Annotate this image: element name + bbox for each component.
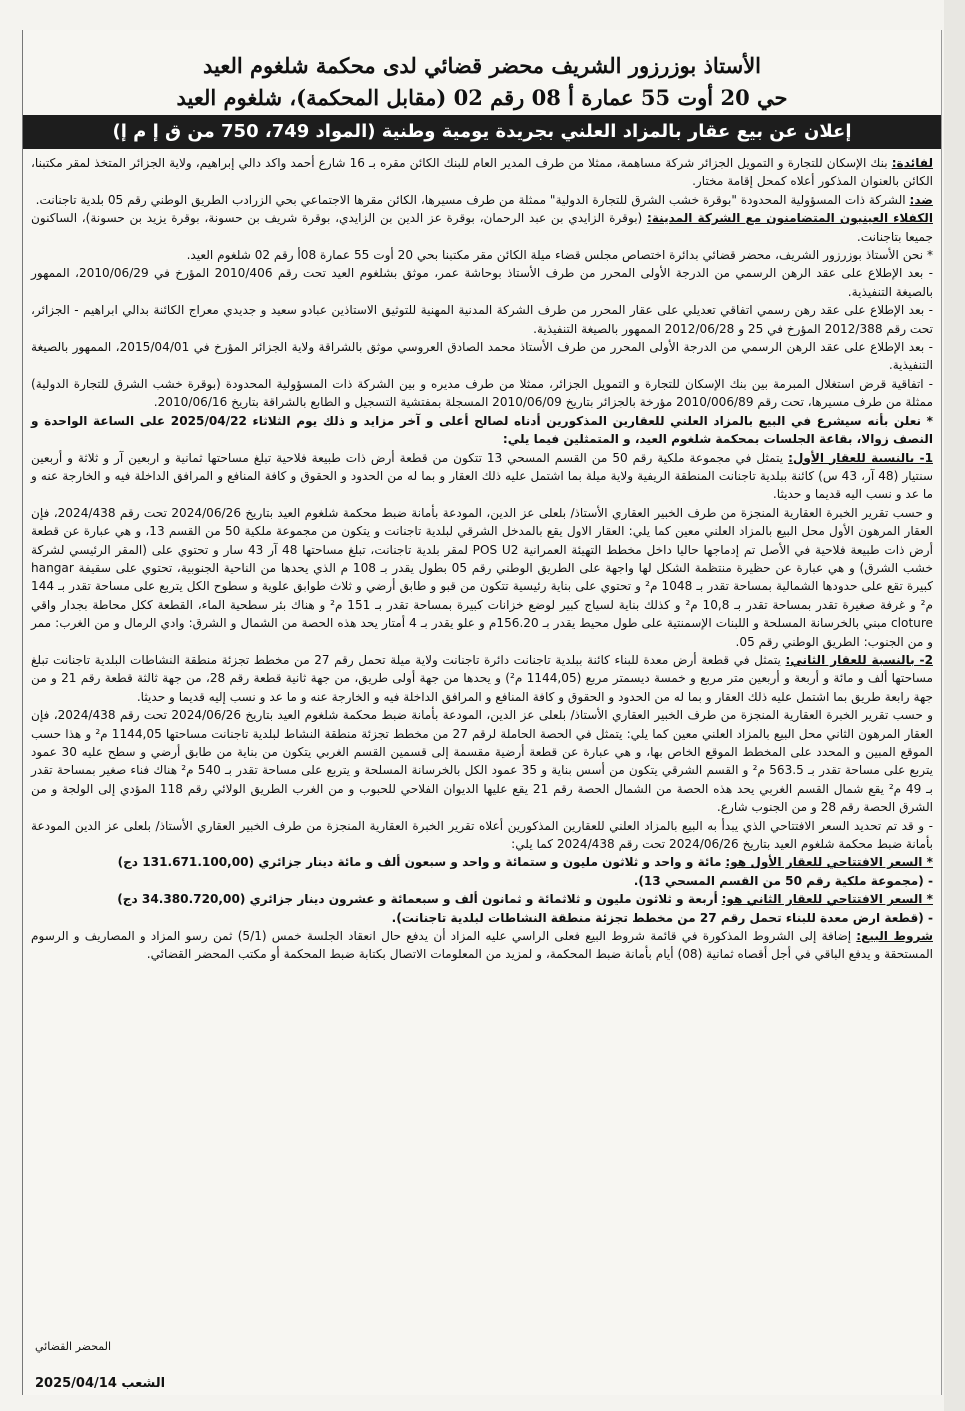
bailiff-name-line: الأستاذ بوزرزور الشريف محضر قضائي لدى محكمة شلغوم العيد <box>202 53 762 78</box>
price-1-note: - (مجموعة ملكية رقم 50 من القسم المسحي 13). <box>633 873 933 888</box>
signature-line: المحضر القضائي <box>35 1340 112 1353</box>
property-1-label: 1- بالنسبة للعقار الأول: <box>788 450 933 465</box>
beneficiary-paragraph <box>31 154 933 191</box>
notice-title-banner: إعلان عن بيع عقار بالمزاد العلني بجريدة يومية وطنية (المواد 749، 750 من ق إ م إ) <box>23 115 941 149</box>
defendant-paragraph <box>31 191 933 209</box>
sale-conditions-text: إضافة إلى الشروط المذكورة في قائمة شروط البيع فعلى الراسي عليه المزاد أن يدفع حال انعقاد الجلسة خمس (5/1) ثمن رسو المزاد و المصاريف و الرسوم المستحقة و يدفع الباقي في أجل أقصاه ثمانية (08) أيام بأمانة ضبط المحكمة، و لمزيد من المعلومات الاتصال بكتابة ضبط المحكمة أو مكتب المحضر القضائي. <box>31 929 933 962</box>
legal-notice <box>22 30 942 1395</box>
notice-header <box>23 50 941 114</box>
price-2-text: أربعة و ثلاثون مليون و ثلاثمائة و ثمانون ألف و سبعمائة و عشرون دينار جزائري (34.380.720,00 دج) <box>117 892 718 907</box>
bailiff-statement: * نحن الأستاذ بوزرزور الشريف، محضر قضائي بدائرة اختصاص مجلس قضاء ميلة الكائن مقر مكتبنا بحي 20 أوت 55 عمارة 08أ رقم 02 شلغوم العيد. <box>186 248 933 263</box>
notice-body <box>31 154 933 964</box>
beneficiary-label: لفائدة: <box>891 156 934 170</box>
mortgage-deed-3: - بعد الإطلاع على عقد الرهن الرسمي من الدرجة الأولى المحرر من طرف الأستاذ محمد الصادق العروسي موثق بالشراقة ولاية الجزائر المؤرخ في 2015/04/01، الممهور بالصيغة التنفيذية. <box>31 340 933 373</box>
mortgage-deed-1: - بعد الإطلاع على عقد الرهن الرسمي من الدرجة الأولى المحرر من طرف الأستاذ بوحاشة عمر، موثق بشلغوم العيد تحت رقم 2010/406 المؤرخ في 2010/06/29، الممهور بالصيغة التنفيذية. <box>31 266 933 299</box>
adjacent-column-edge <box>944 0 965 1411</box>
price-1-label: * السعر الافتتاحي للعقار الأول هو: <box>725 855 933 870</box>
guarantors-paragraph <box>31 209 933 246</box>
property-1-expertise: و حسب تقرير الخبرة العقارية المنجزة من طرف الخبير العقاري الأستاذ/ بلعلى عز الدين، المودعة بأمانة ضبط محكمة شلغوم العيد بتاريخ 2024/06/26 تحت رقم 2024/438، فإن العقار المرهون الأول محل البيع بالمزاد العلني معين كما يلي: العقار الاول يقع بالمدخل الشرقي لبلدية تاجنانت و يتكون من مجموعة ملكية 50 من القسم 13، و هي عبارة عن قطعة أرض ذات طبيعة فلاحية في الأصل تم إدماجها حاليا داخل مخطط التهيئة العمرانية POS U2 لمقر بلدية تاجنانت، تبلغ مساحتها 48 آر 43 سار و تحتوي على (المقر الرئيسي لشركة خشب الشرق) و هي عبارة عن حظيرة منتظمة الشكل لها واجهة على الطريق الوطني رقم 05 بطول يقدر بـ 108 م الذي يحدها من الناحية الجنوبية، تحتوي على سقيفة hangar كبيرة تقع على حدودها الشمالية بمساحة تقدر بـ 1048 م² و تحتوي على بناية رئيسية تتكون من قبو و طابق أرضي و ثلاث طوابق علوية و سطوح الكل يتربع على مساحة تقدر بـ 144 م² و غرفة صغيرة تقدر بمساحة تقدر بـ 10,8 م² و كذلك بناية لسياج كبير لوضع خزانات كبيرة بمساحة تقدر بـ 151 م² و هناك بئر سطحية الماء، القطعة ككل محاطة بجدار واقي cloture مبني بالخرسانة المسلحة و اللبنات الإسمنتية على طول محيط يقدر بـ 156.20م و علو يقدر بـ 4 أمتار يحد هذه الحصة من الشمال و الشرق: وادي الرمال و من الغرب: ممر و من الجنوب: الطريق الوطني رقم 05. <box>31 505 934 649</box>
property-1-paragraph <box>31 449 933 504</box>
loan-agreement: - اتفاقية قرض استغلال المبرمة بين بنك الإسكان للتجارة و التمويل الجزائر، ممثلا من طرف مديره و بين الشركة ذات المسؤولية المحدودة (بوقرة خشب الشرق للتجارة الدولية) ممثلة من طرف مسيرها، تحت رقم 2010/006/89 مؤرخة بالجزائر بتاريخ 2010/06/09 المسجلة بمفتشية التسجيل و الطابع بالشراقة بتاريخ 2010/06/16. <box>31 376 933 410</box>
property-2-expertise: و حسب تقرير الخبرة العقارية المنجزة من طرف الخبير العقاري الأستاذ/ بلعلى عز الدين، المودعة بأمانة ضبط محكمة شلغوم العيد بتاريخ 2024/06/26 تحت رقم 2024/438، فإن العقار المرهون الثاني محل البيع بالمزاد العلني معين كما يلي: يتمثل في الحصة الحاملة لرقم 27 من مخطط تجزئة منطقة النشاط لبلدية تاجنانت مساحتها 1144,05 م² و هذا حسب الموقع المبين و المحدد على المخطط الموقع الخاص بها، و هي عبارة عن قطعة أرضية مقسمة إلى قسمين القسم الغربي يتكون من بناية من طابق أرضي و سطح عليه 30 عمود يتربع على مساحة تقدر بـ 563.5 م² و القسم الشرقي يتكون من أسس بناية و 35 عمود الكل بالخرسانة المسلحة و يتربع على مساحة تقدر بـ 540 م² هناك فناء صغير بمساحة تقدر بـ 49 م² يقع شمال القسم الغربي يحد هذه الحصة من الشمال الحصة رقم 21 يقع عليها الديوان الفلاحي للحبوب و من الغرب الطريق الولائي رقم 118 المؤدي إلى الولجة و من الشرق الحصة رقم 28 و من الجنوب شارع. <box>31 708 933 815</box>
price-2-label: * السعر الافتتاحي للعقار الثاني هو: <box>721 892 933 907</box>
price-2-note: - (قطعة ارض معدة للبناء تحمل رقم 27 من مخطط تجزئة منطقة النشاطات لبلدية تاجنانت). <box>391 910 933 925</box>
guarantors-text: (بوقرة الزايدي بن عبد الرحمان، بوقرة عز الدين بن الزايدي، بوقرة شريف بن حسونة، بوقرة يزيد بن حسونة)، الساكنون جميعا بتاجنانت. <box>31 211 933 244</box>
price-2-paragraph <box>31 890 933 908</box>
defendant-text: الشركة ذات المسؤولية المحدودة "بوقرة خشب الشرق للتجارة الدولية" ممثلة من طرف مسيرها، الكائن مقرها الاجتماعي بحي الزرادب الطريق الوطني رقم 05 بلدية تاجنانت. <box>35 192 906 207</box>
publication-stamp: الشعب 2025/04/14 <box>35 1376 166 1391</box>
opening-price-intro: - و قد تم تحديد السعر الافتتاحي الذي يبدأ به البيع بالمزاد العلني للعقارين المذكورين أعلاه تقرير الخبرة العقارية المنجزة من طرف الخبير العقاري الأستاذ/ بلعلى عز الدين المودعة بأمانة ضبط محكمة شلغوم العيد بتاريخ 2024/06/26 تحت رقم 2024/438 كما يلي: <box>31 818 933 852</box>
price-1-text: مائة و واحد و ثلاثون مليون و ستمائة و واحد و سبعون ألف و مائة دينار جزائري (131.671.100,00 دج) <box>117 855 722 870</box>
mortgage-deed-2: - بعد الإطلاع على عقد رهن رسمي اتفاقي تعديلي على عقار المحرر من طرف الشركة المدنية المهنية للتوثيق الاستاذين عبادو سعيد و جديدي معراج الكائنة بدالي ابراهيم - الجزائر، تحت رقم 2012/388 المؤرخ في 25 و 2012/06/28 الممهور بالصيغة التنفيذية. <box>31 303 933 336</box>
beneficiary-text: بنك الإسكان للتجارة و التمويل الجزائر شركة مساهمة، ممثلا من طرف المدير العام للبنك الكائن مقره بـ 16 شارع أحمد واكد دالي إبراهيم، ولاية الجزائر المتخذ لمقر مكتبنا، الكائن بالعنوان المذكور أعلاه كمحل إقامة مختار. <box>31 156 933 189</box>
auction-announcement: * نعلن بأنه سيشرع في البيع بالمزاد العلني للعقارين المذكورين أدناه لصالح أعلى و آخر مزايد و ذلك يوم الثلاثاء 2025/04/22 على الساعة الواحدة و النصف زوالا، بقاعة الجلسات بمحكمة شلغوم العيد، و المتمثلين فيما يلي: <box>31 413 933 447</box>
property-1-text: يتمثل في مجموعة ملكية رقم 50 من القسم المسحي 13 تتكون من قطعة أرض ذات طبيعة فلاحية تبلغ مساحتها ثمانية و اربعين آر و ثلاثة و أربعين سنتيار (48 آر، 43 س) كائنة ببلدية تاجنانت المنطقة الريفية ولاية ميلة بما اشتمل عليه ذلك العقار و بما له من الحدود و الحقوق و كافة المنافع و المرافق الداخلة فيه و الخارجة عنه و ما عد و نسب اليه قديما و حديثا. <box>31 450 933 502</box>
sale-conditions-paragraph <box>31 927 933 964</box>
sale-conditions-label: شروط البيع: <box>856 929 933 944</box>
guarantors-label: الكفلاء العينيون المتضامنون مع الشركة المدينة: <box>647 211 933 226</box>
property-2-label: 2- بالنسبة للعقار الثاني: <box>785 652 933 667</box>
property-2-paragraph <box>31 651 933 706</box>
defendant-label: ضد: <box>909 192 933 207</box>
property-2-text: يتمثل في قطعة أرض معدة للبناء كائنة ببلدية تاجنانت دائرة تاجنانت ولاية ميلة تحمل رقم 27 من مخطط تجزئة منطقة النشاطات البلدية تاجنانت تبلغ مساحتها ألف و مائة و أربعة و أربعين متر مربع و خمسة ديسمتر مربع (1144,05 م²) و يحدها من جهة أولى طريق، من جهة ثانية قطعة رقم 28، من جهة ثالثة قطعة رقم 21 و من جهة رابعة طريق بما اشتمل عليه ذلك العقار و بما له من الحدود و الحقوق و كافة المنافع و المرافق الداخلة فيه و الخارجة عنه و ما عد و نسب إليه قديما و حديثا. <box>31 652 933 704</box>
bailiff-address-line: حي 20 أوت 55 عمارة أ 08 رقم 02 (مقابل المحكمة)، شلغوم العيد <box>176 85 788 110</box>
price-1-paragraph <box>31 853 933 871</box>
